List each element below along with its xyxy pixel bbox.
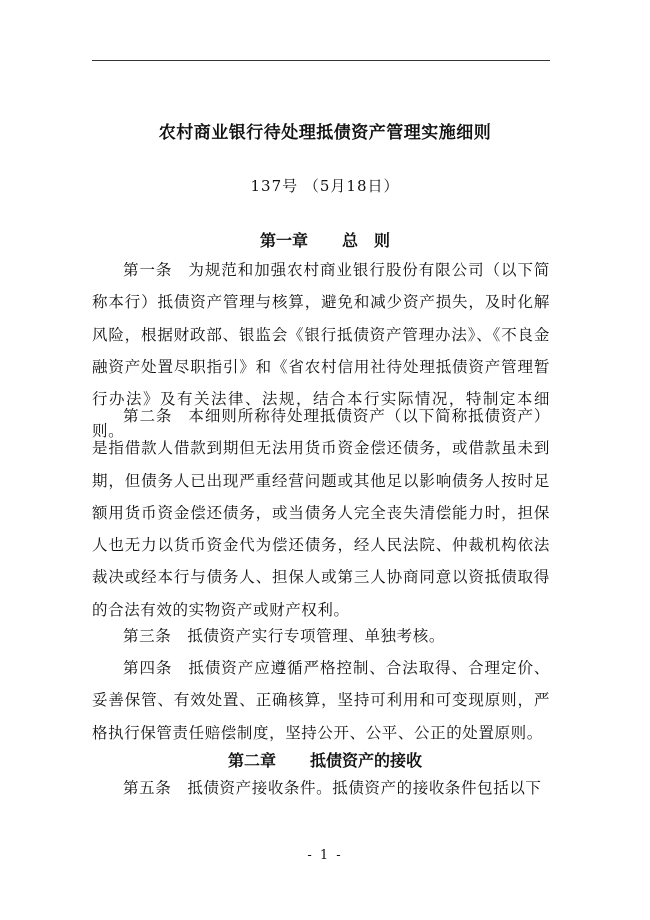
chapter-heading-1 <box>0 228 650 251</box>
page-number: - 1 - <box>307 848 343 863</box>
chapter-name: 抵债资产的接收 <box>310 751 423 770</box>
article-3 <box>92 620 550 652</box>
article-text: 本细则所称待处理抵债资产（以下简称抵债资产）是指借款人借款到期但无法用货币资金偿还债务，或借款虽未到期，但债务人已出现严重经营问题或其他足以影响债务人按时足额用货币资金偿还债务，或当债务人完全丧失清偿能力时，担保人也无力以货币资金代为偿还债务，经人民法院、仲裁机构依法裁决或经本行与债务人、担保人或第三人协商同意以资抵债取得的合法有效的实物资产或财产权利。 <box>92 407 551 619</box>
document-title: 农村商业银行待处理抵债资产管理实施细则 <box>158 123 492 143</box>
chapter-heading-2 <box>0 748 650 771</box>
article-text: 抵债资产应遵循严格控制、合法取得、合理定价、妥善保管、有效处置、正确核算，坚持可利用和可变现原则，严格执行保管责任赔偿制度，坚持公开、公平、公正的处置原则。 <box>92 659 551 742</box>
article-label: 第四条 <box>123 659 173 677</box>
article-label: 第三条 <box>123 627 172 645</box>
header-rule <box>92 60 550 61</box>
document-number: 137号 （5月18日） <box>250 177 400 195</box>
article-4 <box>92 652 550 749</box>
article-text: 抵债资产接收条件。抵债资产的接收条件包括以下 <box>187 779 542 797</box>
article-label: 第五条 <box>123 779 172 797</box>
article-2 <box>92 400 550 626</box>
article-text: 抵债资产实行专项管理、单独考核。 <box>187 627 445 645</box>
chapter-name: 总 则 <box>342 231 391 250</box>
article-label: 第二条 <box>123 407 173 425</box>
article-5 <box>92 772 550 804</box>
article-label: 第一条 <box>123 261 173 279</box>
chapter-label: 第二章 <box>227 751 276 770</box>
article-text: 为规范和加强农村商业银行股份有限公司（以下简称本行）抵债资产管理与核算，避免和减少资产损失，及时化解风险，根据财政部、银监会《银行抵债资产管理办法》、《不良金融资产处置尽职指引》和《省农村信用社待处理抵债资产管理暂行办法》及有关法律、法规，结合本行实际情况，特制定本细则。 <box>92 261 551 441</box>
chapter-label: 第一章 <box>259 231 308 250</box>
